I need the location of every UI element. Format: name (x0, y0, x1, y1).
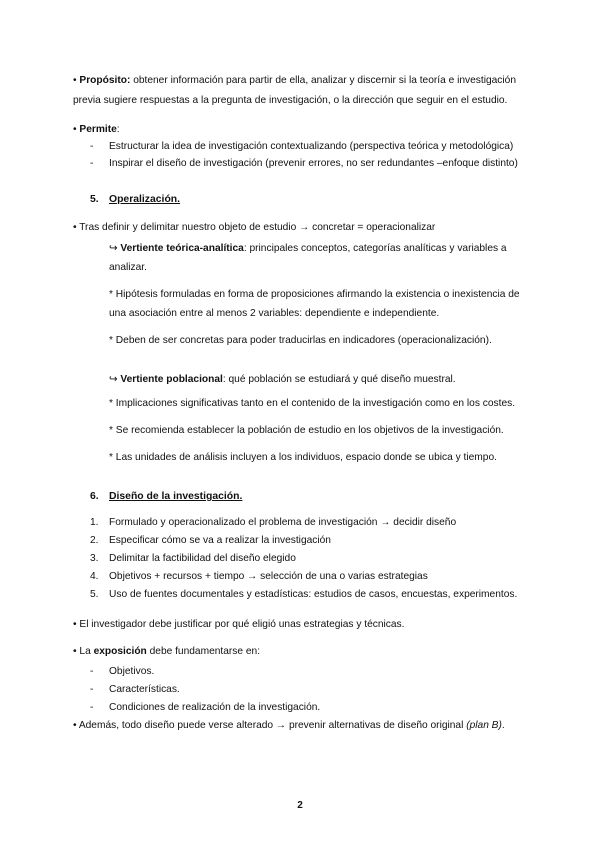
page-number: 2 (297, 800, 303, 811)
list-item (90, 683, 180, 696)
exposicion-line (73, 645, 260, 658)
section-6-heading (90, 490, 243, 503)
bullet: • (73, 75, 77, 86)
list-item (90, 140, 514, 153)
step-number: 1. (90, 517, 99, 528)
section-6-title: Diseño de la investigación. (109, 491, 243, 502)
step-item (90, 516, 457, 529)
proposito-paragraph (73, 74, 516, 87)
exposicion-label: exposición (93, 646, 147, 657)
section-6-number: 6. (90, 491, 99, 502)
permite-item-2: Inspirar el diseño de investigación (prevenir errores, no ser redundantes –enfoque distinto) (109, 158, 518, 169)
section-5-heading (90, 193, 181, 206)
vertiente-poblacional (109, 373, 456, 386)
hook-arrow-icon: ↪ (109, 374, 118, 385)
proposito-label: Propósito: (79, 75, 131, 86)
step-text: Formulado y operacionalizado el problema de investigación → decidir diseño (109, 517, 457, 528)
poblacional-item-1: * Implicaciones significativas tanto en el contenido de la investigación como en los costes. (109, 398, 516, 409)
dash: - (90, 702, 94, 713)
list-item (90, 157, 518, 170)
step-text: Especificar cómo se va a realizar la investigación (109, 535, 331, 546)
step-text: Delimitar la factibilidad del diseño elegido (109, 553, 296, 564)
ademas-text: • Además, todo diseño puede verse alterado → prevenir alternativas de diseño original (73, 720, 467, 731)
exposicion-prefix: • La (73, 646, 94, 657)
bullet: • (73, 124, 77, 135)
justify-line: • El investigador debe justificar por qué eligió unas estrategias y técnicas. (73, 619, 405, 630)
step-item (90, 534, 331, 547)
list-item (90, 665, 155, 678)
permite-label: Permite (79, 124, 117, 135)
poblacional-item-2: * Se recomienda establecer la población de estudio en los objetivos de la investigación. (109, 425, 504, 436)
hipotesis-line-2: una asociación entre al menos 2 variables: dependiente e independiente. (109, 308, 440, 319)
step-item (90, 552, 296, 565)
exposicion-item-3: Condiciones de realización de la investigación. (109, 702, 321, 713)
permite-colon: : (116, 124, 120, 135)
step-number: 4. (90, 571, 99, 582)
step-number: 3. (90, 553, 99, 564)
exposicion-item-2: Características. (109, 684, 180, 695)
step-number: 2. (90, 535, 99, 546)
vertiente-poblacional-label: Vertiente poblacional (120, 374, 223, 385)
vertiente-teorica-text: : principales conceptos, categorías analíticas y variables a (243, 243, 507, 254)
dash: - (90, 666, 94, 677)
concretas-line: * Deben de ser concretas para poder traducirlas en indicadores (operacionalización). (109, 335, 492, 346)
hook-arrow-icon: ↪ (109, 243, 118, 254)
step-item (90, 570, 428, 583)
hipotesis-line-1: * Hipótesis formuladas en forma de proposiciones afirmando la existencia o inexistencia de (109, 289, 520, 300)
ademas-end: . (501, 720, 505, 731)
step-item (90, 588, 518, 601)
proposito-continuation: previa sugiere respuestas a la pregunta de investigación, o la dirección que seguir en el estudio. (73, 95, 508, 106)
step-text: Uso de fuentes documentales y estadísticas: estudios de casos, encuestas, experimentos. (109, 589, 518, 600)
vertiente-teorica-continuation: analizar. (109, 262, 147, 273)
dash: - (90, 684, 94, 695)
exposicion-text: debe fundamentarse en: (146, 646, 261, 657)
permite-item-1: Estructurar la idea de investigación contextualizando (perspectiva teórica y metodológica) (109, 141, 514, 152)
section-5-lead: • Tras definir y delimitar nuestro objeto de estudio → concretar = operacionalizar (73, 222, 436, 233)
dash: - (90, 158, 94, 169)
list-item (90, 701, 321, 714)
section-5-title: Operalización. (109, 194, 181, 205)
vertiente-teorica (109, 242, 507, 255)
step-number: 5. (90, 589, 99, 600)
section-5-number: 5. (90, 194, 99, 205)
proposito-text: obtener información para partir de ella, analizar y discernir si la teoría e investigación (130, 75, 516, 86)
dash: - (90, 141, 94, 152)
exposicion-item-1: Objetivos. (109, 666, 155, 677)
step-text: Objetivos + recursos + tiempo → selección de una o varias estrategias (109, 571, 428, 582)
ademas-plan-b: (plan B) (466, 720, 502, 731)
ademas-line (73, 719, 505, 732)
vertiente-poblacional-text: : qué población se estudiará y qué diseño muestral. (222, 374, 456, 385)
poblacional-item-3: * Las unidades de análisis incluyen a los individuos, espacio donde se ubica y tiempo. (109, 452, 497, 463)
vertiente-teorica-label: Vertiente teórica-analítica (120, 243, 244, 254)
permite-heading (73, 123, 120, 136)
